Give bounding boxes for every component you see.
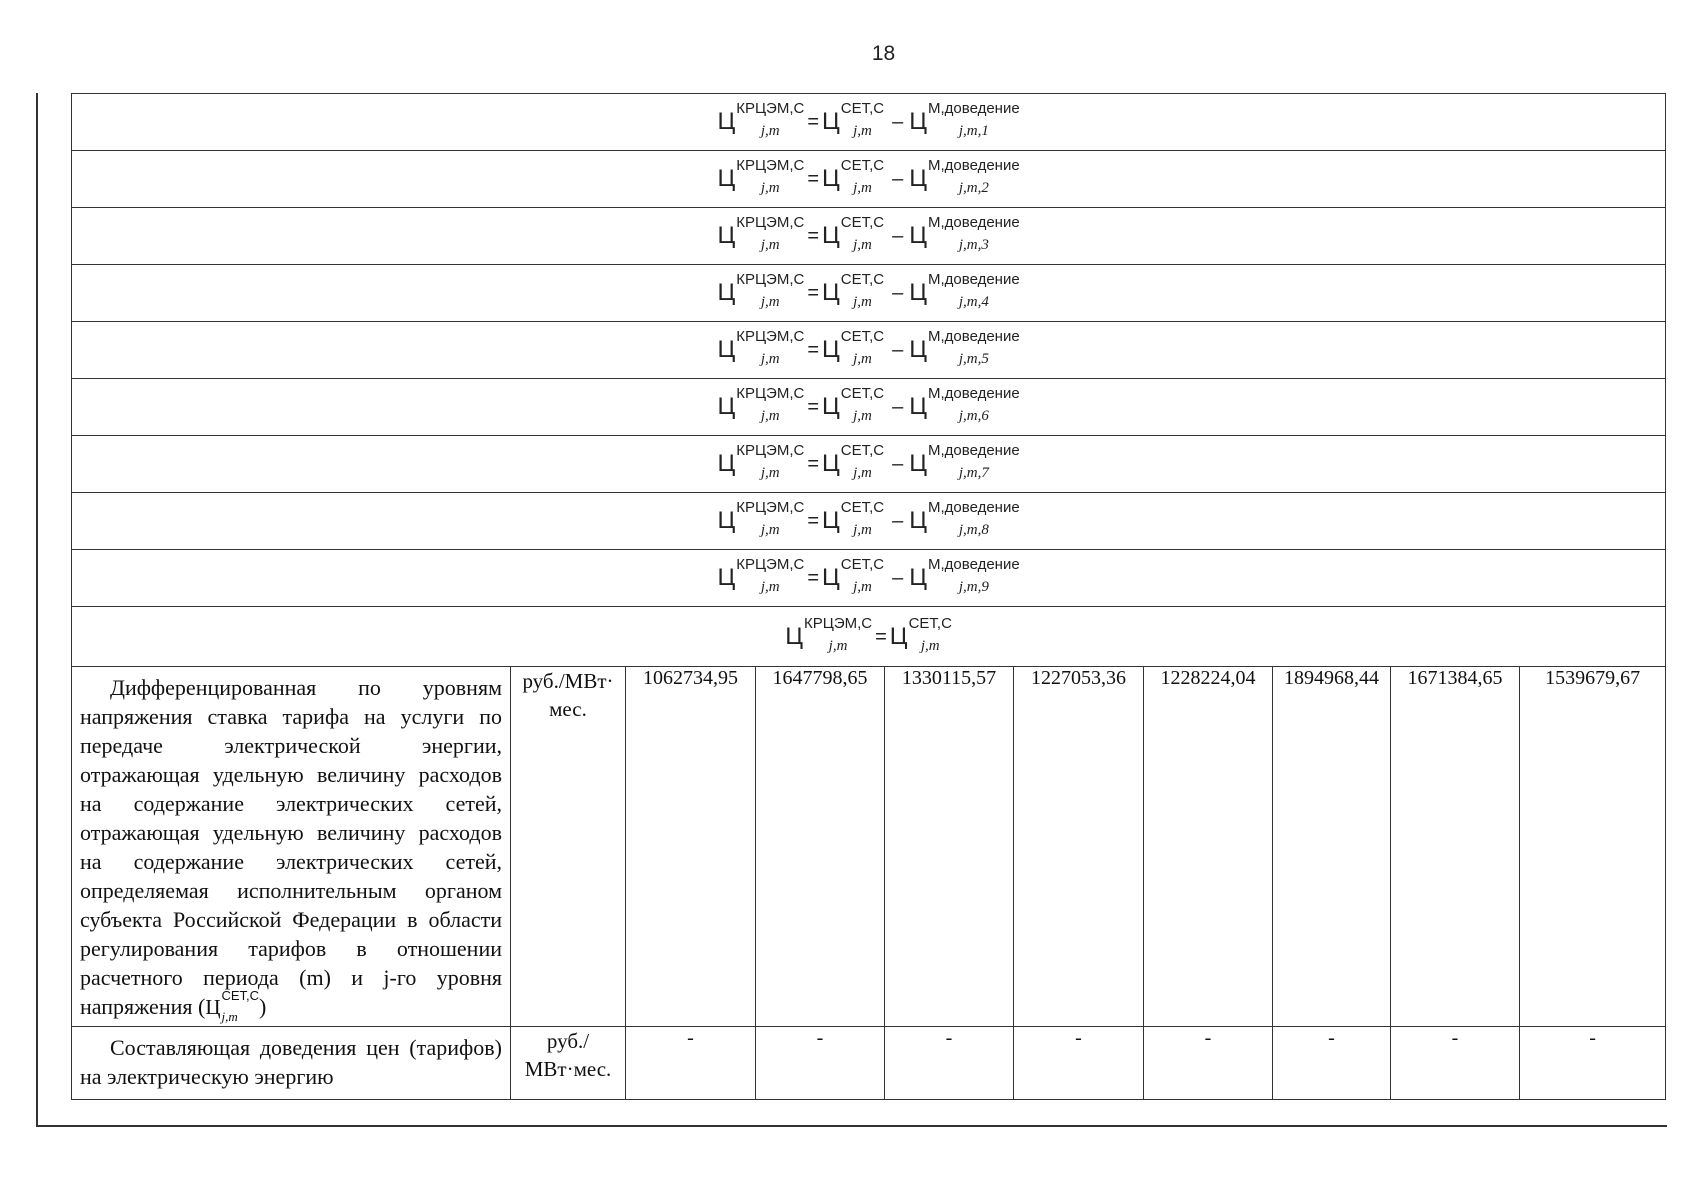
value-cell: 1647798,65 xyxy=(756,667,885,1027)
formula-row xyxy=(72,493,1666,550)
value-cell: 1330115,57 xyxy=(885,667,1014,1027)
formula: Ц КРЦЭМ,С j,m = Ц СЕТ,С j,m xyxy=(785,614,952,654)
value-cell: - xyxy=(1520,1027,1666,1100)
formula-cell xyxy=(72,208,1666,265)
value-cell: 1671384,65 xyxy=(1391,667,1520,1027)
value-cell: - xyxy=(885,1027,1014,1100)
value-cell: - xyxy=(1144,1027,1273,1100)
formula-row xyxy=(72,322,1666,379)
value-cell: - xyxy=(1014,1027,1144,1100)
formula-row xyxy=(72,550,1666,607)
formula-row xyxy=(72,208,1666,265)
formula: Ц КРЦЭМ,С j,m = Ц СЕТ,С j,m – Ц М,доведение j,m,7 xyxy=(717,442,1020,481)
formula: Ц КРЦЭМ,С j,m = Ц СЕТ,С j,m – Ц М,доведение j,m,6 xyxy=(717,385,1020,424)
formula: Ц КРЦЭМ,С j,m = Ц СЕТ,С j,m – Ц М,доведение j,m,8 xyxy=(717,499,1020,538)
value-cell: - xyxy=(1273,1027,1391,1100)
tariff-symbol: Ц СЕТ,С j,m xyxy=(205,987,260,1024)
formula-cell xyxy=(72,493,1666,550)
value-cell: 1227053,36 xyxy=(1014,667,1144,1027)
formula-row xyxy=(72,94,1666,151)
formula-cell xyxy=(72,265,1666,322)
formula-cell xyxy=(72,436,1666,493)
formula-cell xyxy=(72,322,1666,379)
formula-cell xyxy=(72,607,1666,667)
formula-row xyxy=(72,607,1666,667)
formula: Ц КРЦЭМ,С j,m = Ц СЕТ,С j,m – Ц М,доведение j,m,2 xyxy=(717,157,1020,196)
formula: Ц КРЦЭМ,С j,m = Ц СЕТ,С j,m – Ц М,доведение j,m,9 xyxy=(717,556,1020,595)
row-description xyxy=(72,1027,511,1100)
table-row xyxy=(72,667,1666,1027)
formula: Ц КРЦЭМ,С j,m = Ц СЕТ,С j,m – Ц М,доведение j,m,1 xyxy=(717,100,1020,139)
description-text: Составляющая доведения цен (тарифов) на электрическую энергию xyxy=(80,1035,502,1089)
formula-cell xyxy=(72,94,1666,151)
formula-cell xyxy=(72,550,1666,607)
formula-cell xyxy=(72,379,1666,436)
value-cell: - xyxy=(626,1027,756,1100)
formula: Ц КРЦЭМ,С j,m = Ц СЕТ,С j,m – Ц М,доведение j,m,4 xyxy=(717,271,1020,310)
formula-rows xyxy=(72,94,1666,667)
value-cell: - xyxy=(1391,1027,1520,1100)
table-row xyxy=(72,1027,1666,1100)
formula: Ц КРЦЭМ,С j,m = Ц СЕТ,С j,m – Ц М,доведение j,m,3 xyxy=(717,214,1020,253)
formula-cell xyxy=(72,151,1666,208)
value-cell: - xyxy=(756,1027,885,1100)
row-unit: руб./МВт· мес. xyxy=(511,667,626,1027)
value-cell: 1228224,04 xyxy=(1144,667,1273,1027)
value-cell: 1894968,44 xyxy=(1273,667,1391,1027)
value-cell: 1062734,95 xyxy=(626,667,756,1027)
description-text: Дифференцированная по уровням напряжения ставка тарифа на услуги по передаче электрической энергии, отражающая удельную величину расходов на содержание электрических сетей, отражающая удельную величину расходов на содержание электрических сетей, определяемая исполнительным органом субъекта Российской Федерации в области регулирования тарифов в отношении расчетного периода (m) и j-го уровня напряжения ( xyxy=(80,675,502,1019)
row-unit: руб./ МВт·мес. xyxy=(511,1027,626,1100)
value-cell: 1539679,67 xyxy=(1520,667,1666,1027)
tariff-table xyxy=(71,93,1666,1100)
formula: Ц КРЦЭМ,С j,m = Ц СЕТ,С j,m – Ц М,доведение j,m,5 xyxy=(717,328,1020,367)
formula-row xyxy=(72,151,1666,208)
row-description: Дифференцированная по уровням напряжения ставка тарифа на услуги по передаче электрической энергии, отражающая удельную величину расходов на содержание электрических сетей, отражающая удельную величину расходов на содержание электрических сетей, определяемая исполнительным органом субъекта Российской Федерации в области регулирования тарифов в отношении расчетного периода (m) и j-го уровня напряжения ( Ц СЕТ,С j,m ) xyxy=(72,667,511,1027)
formula-row xyxy=(72,379,1666,436)
formula-row xyxy=(72,436,1666,493)
page-number: 18 xyxy=(871,42,896,65)
formula-row xyxy=(72,265,1666,322)
